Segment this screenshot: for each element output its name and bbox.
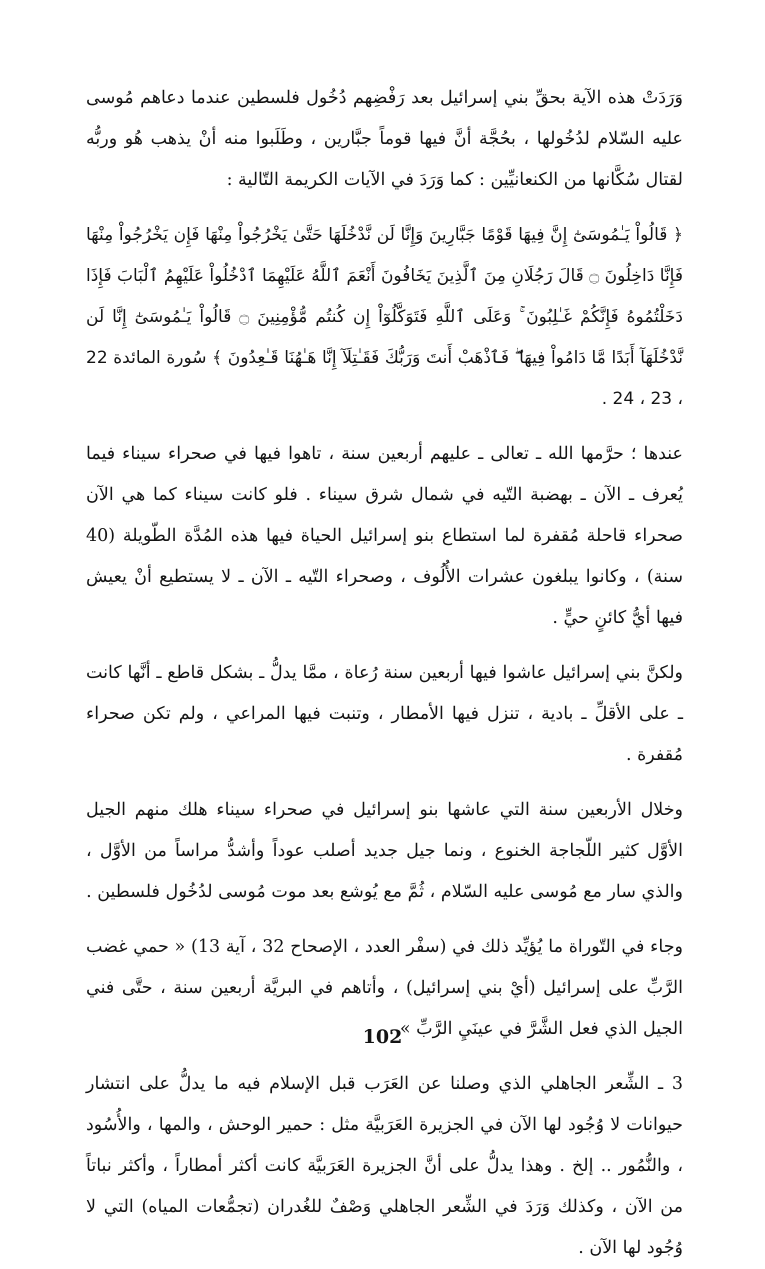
paragraph-forbidden-forty-years: عندها ؛ حرَّمها الله ـ تعالى ـ عليهم أربعين سنة ، تاهوا فيها في صحراء سيناء فيما يُعرف ـ الآن ـ بهضبة التّيه في شمال شرق سيناء . فلو كانت سيناء كما هي الآن صحراء قاحلة مُقفرة لما استطاع بنو إسرائيل الحياة فيها هذه المُدَّة الطّويلة (40 سنة) ، وكانوا يبلغون عشرات الأُلُوف ، وصحراء التّيه ـ الآن ـ لا يستطيع أنْ يعيش فيها أيُّ كائنٍ حيٍّ . [86, 444, 683, 628]
quran-verse: ﴿ قَالُواْ يَـٰمُوسَىٰٓ إِنَّ فِيهَا قَوْمًا جَبَّارِينَ وَإِنَّا لَن نَّدْخُلَهَا حَتَّىٰ يَخْرُجُواْ مِنْهَا فَإِن يَخْرُجُواْ مِنْهَا فَإِنَّا دَاخِلُونَ ۝ قَالَ رَجُلَانِ مِنَ ٱلَّذِينَ يَخَافُونَ أَنْعَمَ ٱللَّهُ عَلَيْهِمَا ٱدْخُلُواْ عَلَيْهِمُ ٱلْبَابَ فَإِذَا دَخَلْتُمُوهُ فَإِنَّكُمْ غَـٰلِبُونَ ۚ وَعَلَى ٱللَّهِ فَتَوَكَّلُوٓاْ إِن كُنتُم مُّؤْمِنِينَ ۝ قَالُواْ يَـٰمُوسَىٰٓ إِنَّا لَن نَّدْخُلَهَآ أَبَدًا مَّا دَامُواْ فِيهَا ۖ فَٱذْهَبْ أَنتَ وَرَبُّكَ فَقَـٰتِلَآ إِنَّا هَـٰهُنَا قَـٰعِدُونَ ﴾ سُورة المائدة 22 ، 23 ، 24 . [86, 225, 683, 409]
paragraph-torah-quote: وجاء في التّوراة ما يُؤيِّد ذلك في (سفْر العدد ، الإصحاح 32 ، آية 13) « حمي غضب الرَّبِّ على إسرائيل (أيْ بني إسرائيل) ، وأتاهم في البريَّة أربعين سنة ، حتَّى فني الجيل الذي فعل الشَّرَّ في عينَيِ الرَّبِّ » . [86, 937, 683, 1039]
paragraph-shepherds: ولكنَّ بني إسرائيل عاشوا فيها أربعين سنة رُعاة ، ممَّا يدلُّ ـ بشكل قاطع ـ أنَّها كانت ـ على الأقلِّ ـ بادية ، تنزل فيها الأمطار ، وتنبت فيها المراعي ، ولم تكن صحراء مُقفرة . [86, 663, 683, 765]
paragraph-jahili-poetry: 3 ـ الشِّعر الجاهلي الذي وصلنا عن العَرَب قبل الإسلام فيه ما يدلُّ على انتشار حيوانات لا وُجُود لها الآن في الجزيرة العَرَبيَّة مثل : حمير الوحش ، والمها ، والأُسُود ، والنُّمُور .. إلخ . وهذا يدلُّ على أنَّ الجزيرة العَرَبيَّة كانت أكثر أمطاراً ، وأكثر نباتاً من الآن ، وكذلك وَرَدَ في الشِّعر الجاهلي وَصْفٌ للغُدران (تجمُّعات المياه) التي لا وُجُود لها الآن . [86, 1074, 683, 1258]
paragraph-first-generation: وخلال الأربعين سنة التي عاشها بنو إسرائيل في صحراء سيناء هلك منهم الجيل الأوَّل كثير اللّجاجة الخنوع ، ونما جيل جديد أصلب عوداً وأشدُّ مراساً من الأوَّل ، والذي سار مع مُوسى عليه السّلام ، ثُمَّ مع يُوشع بعد موت مُوسى لدُخُول فلسطين . [86, 800, 683, 902]
page-number: 102 [362, 1026, 403, 1048]
paragraph-verse-context: وَرَدَتْ هذه الآية بحقِّ بني إسرائيل بعد رَفْضِهم دُخُول فلسطين عندما دعاهم مُوسى عليه السّلام لدُخُولها ، بحُجَّة أنَّ فيها قوماً جبَّارين ، وطَلَبوا منه أنْ يذهب هُو وربُّه لقتال سُكَّانها من الكنعانيِّين : كما وَرَدَ في الآيات الكريمة التّالية : [86, 88, 683, 190]
